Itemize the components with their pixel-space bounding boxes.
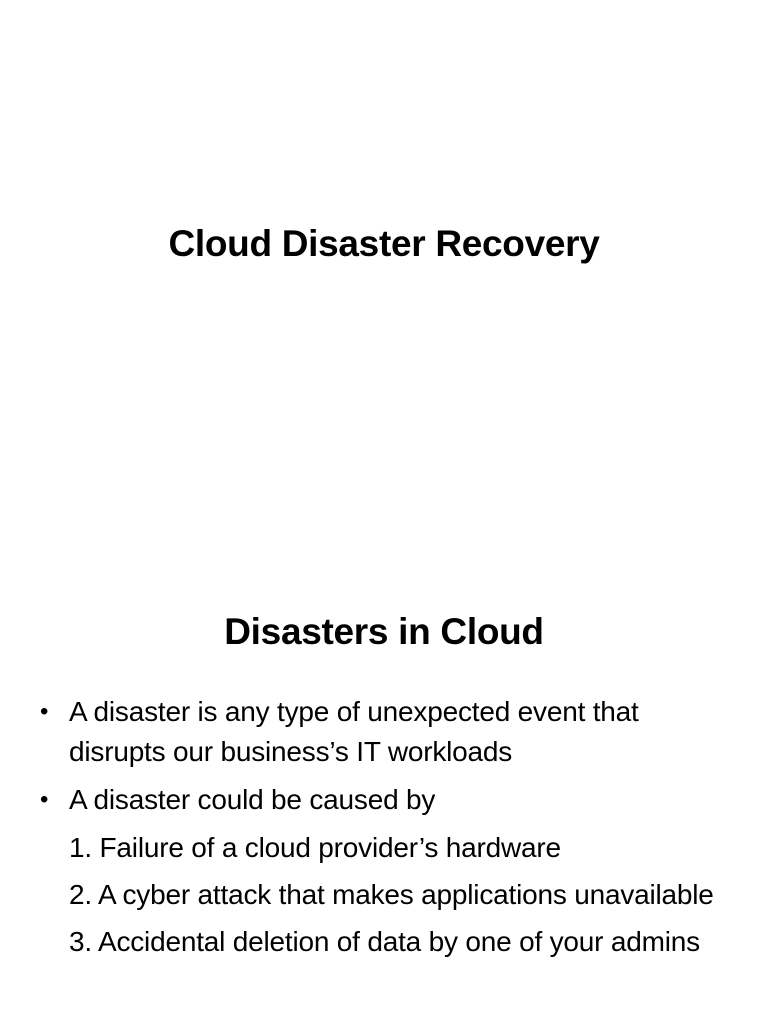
bullet-text: A disaster is any type of unexpected event that disrupts our business’s IT workloads [69, 696, 639, 767]
bullet-marker: • [40, 698, 49, 725]
numbered-item: 3. Accidental deletion of data by one of your admins [69, 926, 700, 957]
slide-content [40, 692, 740, 969]
numbered-item: 1. Failure of a cloud provider’s hardware [69, 832, 561, 863]
numbered-item: 2. A cyber attack that makes applications unavailable [69, 879, 714, 910]
bullet-item [40, 692, 740, 772]
slide-title: Cloud Disaster Recovery [168, 223, 600, 264]
section-title: Disasters in Cloud [224, 611, 544, 652]
bullet-marker: • [40, 786, 49, 813]
bullet-item [40, 780, 740, 820]
bullet-text: A disaster could be caused by [69, 784, 436, 815]
